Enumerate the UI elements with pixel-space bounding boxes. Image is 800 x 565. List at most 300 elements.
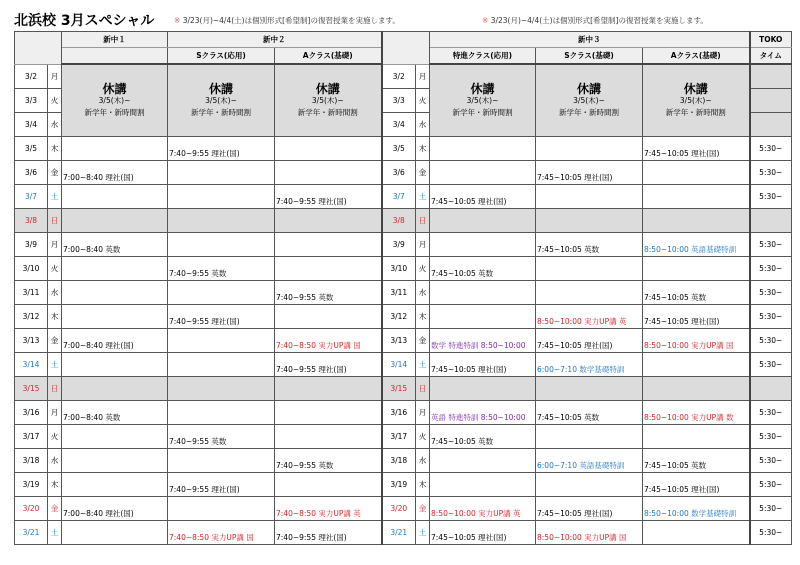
class-cell-a2 — [275, 401, 382, 425]
class-cell-a2 — [275, 329, 382, 353]
class-cell-g1 — [62, 185, 168, 209]
date-cell: 3/17 — [15, 425, 48, 449]
toko-cell: 5:30~ — [750, 305, 792, 329]
class-entry: 7:45~10:05 理社(国) — [431, 533, 507, 542]
class-cell-t3 — [430, 209, 536, 233]
class-cell-a2 — [275, 473, 382, 497]
class-cell-a3 — [643, 281, 750, 305]
note-left — [174, 15, 400, 26]
date-cell: 3/6 — [15, 161, 48, 185]
class-entry: 7:45~10:05 理社(国) — [537, 341, 613, 350]
weekday-cell: 火 — [416, 89, 430, 113]
weekday-cell: 日 — [48, 377, 62, 401]
toko-cell: 5:30~ — [750, 233, 792, 257]
weekday-cell: 木 — [416, 305, 430, 329]
kyuko-note: 新学年・新時間割 — [191, 107, 251, 117]
toko-cell — [750, 64, 792, 89]
class-cell-a3 — [643, 449, 750, 473]
class-entry: 6:00~7:10 英語基礎特訓 — [537, 461, 625, 470]
class-cell-s3 — [536, 377, 643, 401]
class-cell-s3 — [536, 281, 643, 305]
toko-cell: 5:30~ — [750, 521, 792, 545]
kyuko-label: 休講 — [102, 81, 127, 96]
date-cell: 3/4 — [15, 113, 48, 137]
class-cell-a2 — [275, 137, 382, 161]
weekday-cell: 火 — [48, 257, 62, 281]
toko-cell — [750, 113, 792, 137]
subcol-header-s2: Sクラス(応用) — [168, 48, 275, 65]
class-entry: 7:45~10:05 理社(国) — [644, 317, 720, 326]
weekday-cell: 月 — [48, 64, 62, 89]
weekday-cell: 木 — [48, 305, 62, 329]
toko-cell: 5:30~ — [750, 449, 792, 473]
subcol-header-a2: Aクラス(基礎) — [275, 48, 382, 65]
kyuko-date: 3/5(木)~ — [205, 95, 237, 105]
class-cell-t3 — [430, 329, 536, 353]
class-entry: 7:45~10:05 英数 — [431, 437, 494, 446]
class-entry: 8:50~10:00 実力UP講 数 — [644, 413, 734, 422]
weekday-cell: 土 — [416, 353, 430, 377]
weekday-cell: 水 — [416, 113, 430, 137]
class-entry: 7:40~9:55 英数 — [276, 293, 334, 302]
date-cell: 3/13 — [15, 329, 48, 353]
date-cell: 3/10 — [382, 257, 416, 281]
date-cell: 3/19 — [382, 473, 416, 497]
kyuko-block-a3 — [643, 64, 750, 137]
class-cell-g1 — [62, 305, 168, 329]
class-cell-a3 — [643, 521, 750, 545]
class-cell-g1 — [62, 257, 168, 281]
class-cell-a2 — [275, 257, 382, 281]
class-entry: 7:40~9:55 英数 — [276, 461, 334, 470]
class-cell-s2 — [168, 161, 275, 185]
class-cell-s2 — [168, 209, 275, 233]
weekday-cell: 火 — [48, 89, 62, 113]
toko-cell: 5:30~ — [750, 329, 792, 353]
schedule-row — [15, 353, 792, 377]
weekday-cell: 土 — [416, 185, 430, 209]
class-cell-t3 — [430, 281, 536, 305]
class-cell-s3 — [536, 209, 643, 233]
group-header-toko: TOKO — [750, 32, 792, 48]
class-cell-s3 — [536, 521, 643, 545]
date-cell: 3/11 — [15, 281, 48, 305]
date-cell: 3/8 — [382, 209, 416, 233]
class-cell-a2 — [275, 305, 382, 329]
date-cell: 3/3 — [15, 89, 48, 113]
class-cell-a3 — [643, 233, 750, 257]
class-cell-g1 — [62, 161, 168, 185]
class-cell-s2 — [168, 329, 275, 353]
weekday-cell: 月 — [48, 233, 62, 257]
weekday-cell: 土 — [48, 185, 62, 209]
class-cell-a3 — [643, 185, 750, 209]
weekday-cell: 金 — [48, 161, 62, 185]
class-entry: 7:45~10:05 英数 — [537, 245, 600, 254]
class-entry: 7:45~10:05 理社(国) — [431, 365, 507, 374]
class-cell-t3 — [430, 257, 536, 281]
class-cell-s3 — [536, 353, 643, 377]
class-cell-g1 — [62, 377, 168, 401]
weekday-cell: 木 — [48, 473, 62, 497]
weekday-cell: 水 — [48, 113, 62, 137]
class-cell-s3 — [536, 161, 643, 185]
kyuko-date: 3/5(木)~ — [98, 95, 131, 105]
kyuko-label: 休講 — [315, 81, 340, 96]
class-entry: 7:40~8:50 実力UP講 国 — [276, 341, 361, 350]
class-entry: 7:45~10:05 英数 — [537, 413, 600, 422]
class-cell-s2 — [168, 425, 275, 449]
class-cell-g1 — [62, 209, 168, 233]
kyuko-block-s3 — [536, 64, 643, 137]
weekday-cell: 月 — [416, 233, 430, 257]
kyuko-label: 休講 — [470, 81, 495, 96]
class-cell-a3 — [643, 401, 750, 425]
class-cell-s3 — [536, 305, 643, 329]
weekday-cell: 土 — [48, 521, 62, 545]
class-cell-t3 — [430, 521, 536, 545]
toko-cell: 5:30~ — [750, 281, 792, 305]
kyuko-block-a2 — [275, 64, 382, 137]
page-title: 北浜校 3月スペシャル — [14, 13, 155, 29]
class-entry: 7:00~8:40 理社(国) — [63, 173, 134, 182]
class-entry: 7:45~10:05 英数 — [644, 293, 707, 302]
class-cell-a3 — [643, 209, 750, 233]
class-cell-s2 — [168, 449, 275, 473]
date-cell: 3/16 — [15, 401, 48, 425]
date-cell: 3/21 — [382, 521, 416, 545]
toko-cell — [750, 209, 792, 233]
schedule-row — [15, 64, 792, 89]
class-cell-g1 — [62, 521, 168, 545]
toko-cell: 5:30~ — [750, 137, 792, 161]
class-cell-a2 — [275, 425, 382, 449]
note-text: 3/23(月)~4/4(土)は個別形式[希望制]の復習授業を実施します。 — [182, 16, 400, 25]
class-cell-g1 — [62, 329, 168, 353]
class-cell-s2 — [168, 401, 275, 425]
kyuko-note: 新学年・新時間割 — [84, 107, 145, 117]
class-cell-a3 — [643, 257, 750, 281]
date-cell: 3/3 — [382, 89, 416, 113]
class-entry: 7:40~9:55 理社(国) — [169, 149, 240, 158]
schedule-row — [15, 473, 792, 497]
class-cell-s2 — [168, 521, 275, 545]
kyuko-block-t3 — [430, 64, 536, 137]
class-cell-t3 — [430, 473, 536, 497]
weekday-cell: 金 — [416, 329, 430, 353]
toko-cell: 5:30~ — [750, 425, 792, 449]
page-header — [14, 10, 794, 32]
schedule-table — [14, 31, 792, 545]
class-cell-s2 — [168, 353, 275, 377]
weekday-cell: 水 — [416, 449, 430, 473]
class-cell-a3 — [643, 161, 750, 185]
date-cell: 3/17 — [382, 425, 416, 449]
schedule-row — [15, 257, 792, 281]
class-cell-t3 — [430, 353, 536, 377]
class-cell-a2 — [275, 449, 382, 473]
weekday-cell: 金 — [48, 329, 62, 353]
date-cell: 3/9 — [15, 233, 48, 257]
subcol-header-a3: Aクラス(基礎) — [643, 48, 750, 65]
schedule-row — [15, 161, 792, 185]
class-cell-t3 — [430, 497, 536, 521]
class-cell-g1 — [62, 281, 168, 305]
class-entry: 8:50~10:00 数学基礎特訓 — [644, 509, 737, 518]
class-entry: 6:00~7:10 数学基礎特訓 — [537, 365, 625, 374]
class-cell-a3 — [643, 473, 750, 497]
class-cell-g1 — [62, 425, 168, 449]
date-cell: 3/20 — [382, 497, 416, 521]
schedule-row — [15, 329, 792, 353]
weekday-cell: 金 — [416, 161, 430, 185]
schedule-row — [15, 281, 792, 305]
weekday-cell: 木 — [48, 137, 62, 161]
weekday-cell: 火 — [48, 425, 62, 449]
class-cell-s3 — [536, 425, 643, 449]
subcol-header-toko: タイム — [750, 48, 792, 65]
weekday-cell: 金 — [48, 497, 62, 521]
weekday-cell: 火 — [416, 257, 430, 281]
class-entry: 8:50~10:00 実力UP講 国 — [644, 341, 734, 350]
class-entry: 7:00~8:40 理社(国) — [63, 341, 134, 350]
date-cell: 3/11 — [382, 281, 416, 305]
note-text: 3/23(月)~4/4(土)は個別形式[希望制]の復習授業を実施します。 — [490, 16, 708, 25]
class-cell-s2 — [168, 497, 275, 521]
schedule-row — [15, 377, 792, 401]
schedule-row — [15, 137, 792, 161]
class-cell-g1 — [62, 473, 168, 497]
date-cell: 3/16 — [382, 401, 416, 425]
class-cell-a3 — [643, 377, 750, 401]
class-cell-t3 — [430, 377, 536, 401]
date-cell: 3/15 — [15, 377, 48, 401]
weekday-cell: 木 — [416, 137, 430, 161]
weekday-cell: 木 — [416, 473, 430, 497]
class-cell-s2 — [168, 281, 275, 305]
date-cell: 3/9 — [382, 233, 416, 257]
weekday-cell: 日 — [48, 209, 62, 233]
class-cell-t3 — [430, 185, 536, 209]
date-cell: 3/2 — [382, 64, 416, 89]
subcol-header-s3: Sクラス(基礎) — [536, 48, 643, 65]
class-entry: 7:45~10:05 理社(国) — [537, 509, 613, 518]
schedule-row — [15, 521, 792, 545]
group-header-g3: 新中３ — [430, 32, 750, 48]
kyuko-block-s2 — [168, 64, 275, 137]
class-entry: 7:40~9:55 理社(国) — [169, 317, 240, 326]
date-cell: 3/7 — [382, 185, 416, 209]
class-entry: 7:40~9:55 理社(国) — [276, 533, 347, 542]
class-entry: 7:40~9:55 英数 — [169, 269, 227, 278]
group-header-g2: 新中２ — [168, 32, 382, 48]
class-cell-a2 — [275, 233, 382, 257]
class-cell-s2 — [168, 257, 275, 281]
schedule-row — [15, 449, 792, 473]
kyuko-note: 新学年・新時間割 — [665, 107, 726, 117]
class-entry: 7:45~10:05 理社(国) — [644, 149, 720, 158]
class-cell-a2 — [275, 521, 382, 545]
toko-cell: 5:30~ — [750, 185, 792, 209]
class-entry: 8:50~10:00 実力UP講 英 — [431, 509, 521, 518]
class-cell-s3 — [536, 497, 643, 521]
schedule-row — [15, 209, 792, 233]
weekday-cell: 土 — [48, 353, 62, 377]
class-entry: 7:45~10:05 英数 — [644, 461, 707, 470]
class-entry: 7:45~10:05 英数 — [431, 269, 494, 278]
toko-cell: 5:30~ — [750, 401, 792, 425]
kyuko-label: 休講 — [208, 81, 233, 96]
class-entry: 7:40~9:55 英数 — [169, 437, 227, 446]
class-cell-g1 — [62, 497, 168, 521]
class-cell-s2 — [168, 233, 275, 257]
class-entry: 英語 特進特訓 8:50~10:00 — [431, 413, 526, 422]
class-cell-s2 — [168, 473, 275, 497]
class-entry: 7:40~9:55 理社(国) — [276, 365, 347, 374]
kyuko-label: 休講 — [683, 81, 708, 96]
date-cell: 3/19 — [15, 473, 48, 497]
schedule-row — [15, 497, 792, 521]
class-cell-a3 — [643, 353, 750, 377]
class-cell-t3 — [430, 425, 536, 449]
class-cell-t3 — [430, 305, 536, 329]
class-cell-s2 — [168, 305, 275, 329]
date-cell: 3/15 — [382, 377, 416, 401]
date-cell: 3/18 — [382, 449, 416, 473]
weekday-cell: 土 — [416, 521, 430, 545]
class-entry: 7:40~9:55 理社(国) — [276, 197, 347, 206]
class-entry: 8:50~10:00 英語基礎特訓 — [644, 245, 737, 254]
class-entry: 7:00~8:40 英数 — [63, 413, 121, 422]
class-cell-s3 — [536, 185, 643, 209]
kyuko-date: 3/5(木)~ — [466, 95, 499, 105]
class-cell-g1 — [62, 233, 168, 257]
kyuko-note: 新学年・新時間割 — [559, 107, 619, 117]
class-cell-a3 — [643, 305, 750, 329]
date-cell: 3/13 — [382, 329, 416, 353]
weekday-cell: 月 — [48, 401, 62, 425]
class-entry: 7:00~8:40 理社(国) — [63, 509, 134, 518]
class-cell-a2 — [275, 497, 382, 521]
subcol-header-g1 — [62, 48, 168, 65]
toko-cell — [750, 377, 792, 401]
date-cell: 3/4 — [382, 113, 416, 137]
schedule-row — [15, 233, 792, 257]
weekday-cell: 金 — [416, 497, 430, 521]
class-entry: 7:45~10:05 理社(国) — [431, 197, 507, 206]
note-right — [482, 15, 708, 26]
class-cell-a3 — [643, 497, 750, 521]
class-entry: 7:00~8:40 英数 — [63, 245, 121, 254]
weekday-cell: 火 — [416, 425, 430, 449]
weekday-cell: 水 — [416, 281, 430, 305]
class-cell-a2 — [275, 185, 382, 209]
date-cell: 3/14 — [15, 353, 48, 377]
class-entry: 8:50~10:00 実力UP講 英 — [537, 317, 627, 326]
class-cell-s2 — [168, 137, 275, 161]
note-mark: ※ — [174, 16, 181, 25]
class-entry: 8:50~10:00 実力UP講 国 — [537, 533, 627, 542]
subcol-header-t3: 特進クラス(応用) — [430, 48, 536, 65]
toko-cell: 5:30~ — [750, 353, 792, 377]
weekday-cell: 日 — [416, 377, 430, 401]
class-cell-s3 — [536, 473, 643, 497]
kyuko-date: 3/5(木)~ — [679, 95, 712, 105]
class-cell-t3 — [430, 449, 536, 473]
class-cell-a2 — [275, 353, 382, 377]
date-cell: 3/14 — [382, 353, 416, 377]
schedule-row — [15, 305, 792, 329]
weekday-cell: 月 — [416, 64, 430, 89]
class-cell-t3 — [430, 401, 536, 425]
date-cell: 3/7 — [15, 185, 48, 209]
kyuko-date: 3/5(木)~ — [311, 95, 344, 105]
date-cell: 3/20 — [15, 497, 48, 521]
date-cell: 3/12 — [382, 305, 416, 329]
date-cell: 3/10 — [15, 257, 48, 281]
class-entry: 7:45~10:05 理社(国) — [644, 485, 720, 494]
class-cell-s3 — [536, 233, 643, 257]
weekday-cell: 水 — [48, 449, 62, 473]
toko-cell: 5:30~ — [750, 257, 792, 281]
kyuko-block-g1 — [62, 64, 168, 137]
weekday-cell: 日 — [416, 209, 430, 233]
class-cell-a2 — [275, 281, 382, 305]
date-cell: 3/2 — [15, 64, 48, 89]
class-cell-a3 — [643, 329, 750, 353]
weekday-cell: 水 — [48, 281, 62, 305]
class-cell-g1 — [62, 137, 168, 161]
class-cell-a3 — [643, 137, 750, 161]
date-cell: 3/5 — [15, 137, 48, 161]
class-entry: 7:40~8:50 実力UP講 英 — [276, 509, 361, 518]
weekday-cell: 月 — [416, 401, 430, 425]
class-cell-s2 — [168, 185, 275, 209]
date-cell: 3/21 — [15, 521, 48, 545]
class-cell-s3 — [536, 401, 643, 425]
class-entry: 数学 特進特訓 8:50~10:00 — [431, 341, 526, 350]
date-cell: 3/6 — [382, 161, 416, 185]
class-cell-g1 — [62, 353, 168, 377]
class-entry: 7:40~9:55 理社(国) — [169, 485, 240, 494]
kyuko-label: 休講 — [576, 81, 601, 96]
schedule-row — [15, 185, 792, 209]
class-cell-t3 — [430, 161, 536, 185]
kyuko-note: 新学年・新時間割 — [297, 107, 358, 117]
class-cell-s3 — [536, 257, 643, 281]
kyuko-note: 新学年・新時間割 — [452, 107, 513, 117]
class-cell-t3 — [430, 233, 536, 257]
toko-cell: 5:30~ — [750, 161, 792, 185]
class-cell-a2 — [275, 161, 382, 185]
note-mark: ※ — [482, 16, 489, 25]
corner-cell — [15, 32, 62, 65]
class-cell-a3 — [643, 425, 750, 449]
class-cell-s3 — [536, 449, 643, 473]
class-cell-a2 — [275, 209, 382, 233]
class-cell-t3 — [430, 137, 536, 161]
class-cell-g1 — [62, 449, 168, 473]
toko-cell: 5:30~ — [750, 497, 792, 521]
class-entry: 7:40~8:50 実力UP講 国 — [169, 533, 254, 542]
class-cell-g1 — [62, 401, 168, 425]
group-header-g1: 新中１ — [62, 32, 168, 48]
date-cell: 3/12 — [15, 305, 48, 329]
class-entry: 7:45~10:05 理社(国) — [537, 173, 613, 182]
toko-cell — [750, 89, 792, 113]
date-cell: 3/5 — [382, 137, 416, 161]
date-cell: 3/8 — [15, 209, 48, 233]
